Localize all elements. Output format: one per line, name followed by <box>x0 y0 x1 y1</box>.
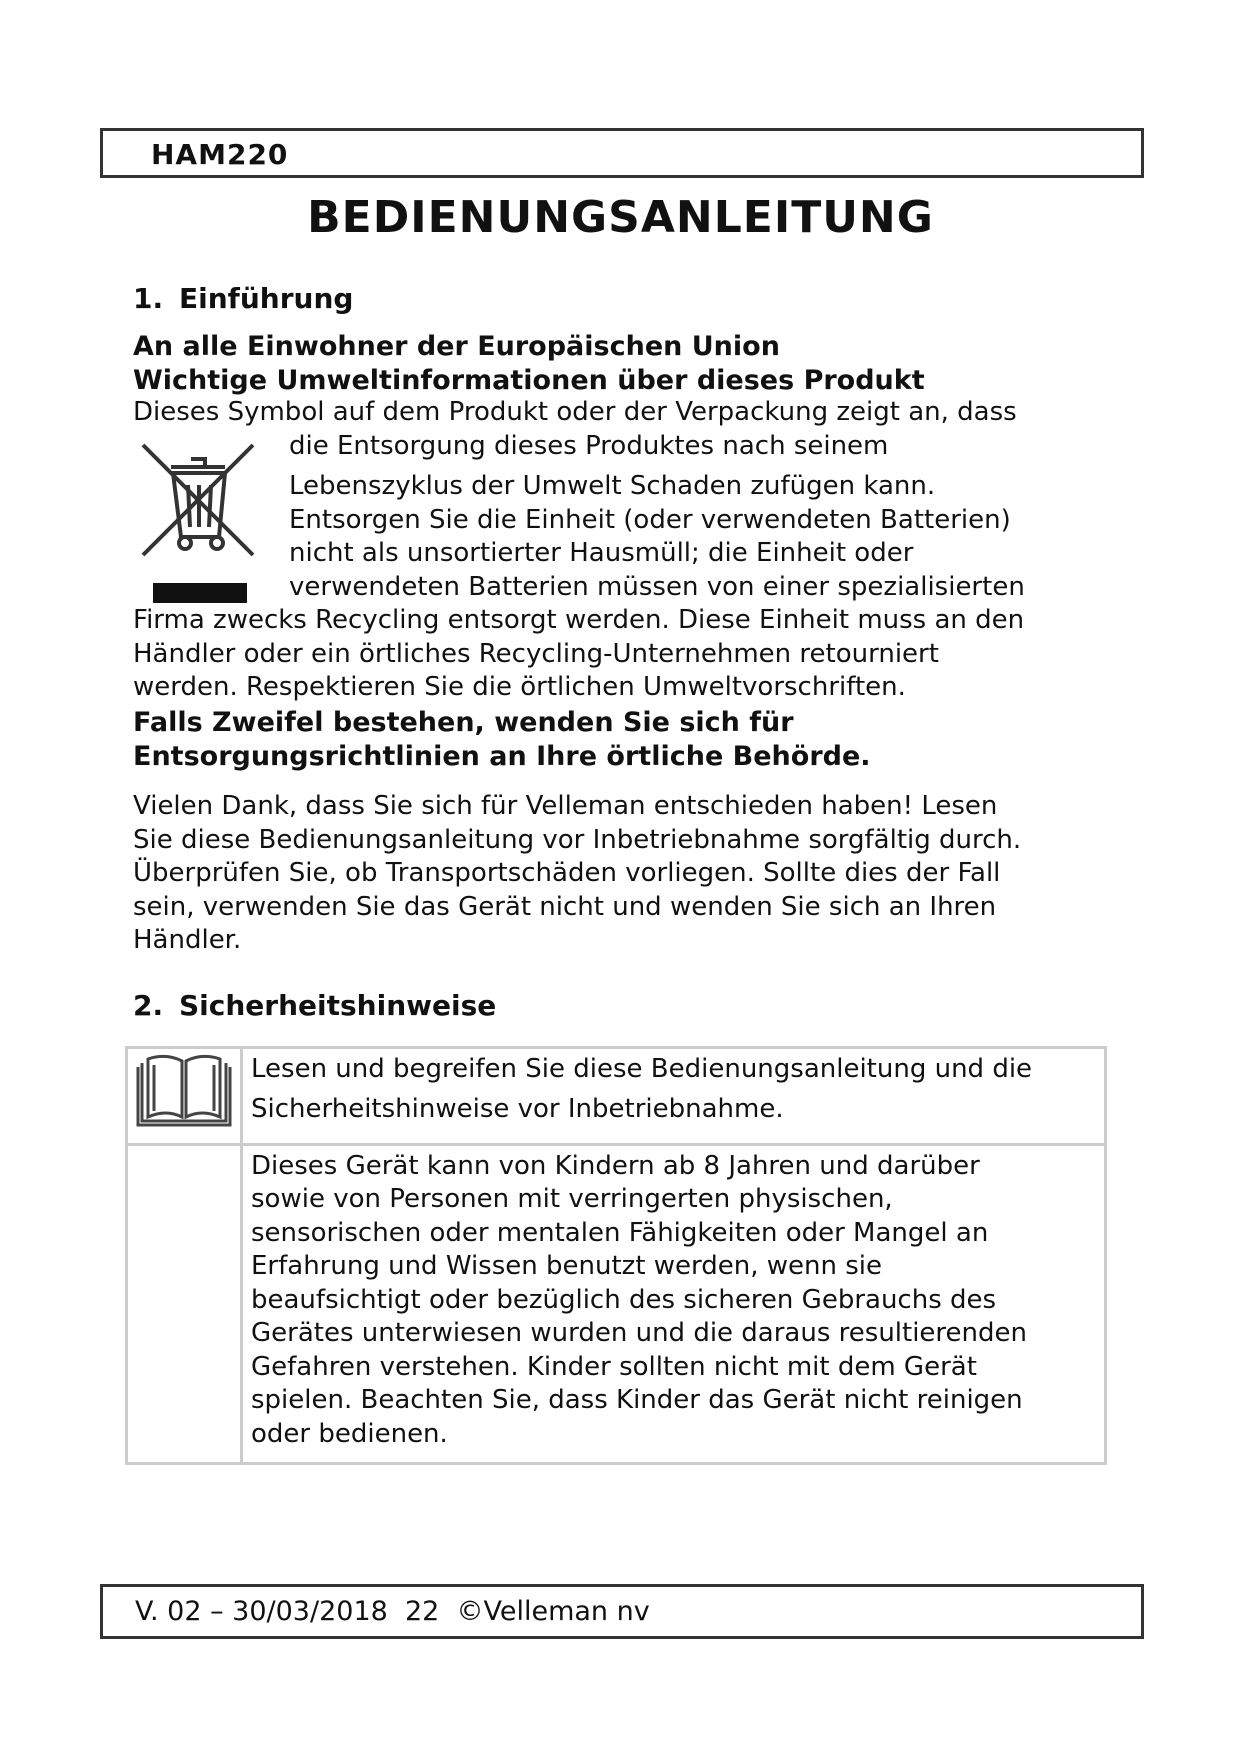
weee-text-line: Firma zwecks Recycling entsorgt werden. Diese Einheit muss an den <box>133 605 1025 635</box>
safety-icon-cell <box>127 1048 242 1145</box>
safety-text-cell <box>242 1144 1106 1463</box>
safety-row <box>127 1048 1106 1145</box>
document-title: BEDIENUNGSANLEITUNG <box>307 192 934 243</box>
safety-line: Gerätes unterwiesen wurden und die daraus resultierenden <box>251 1318 1028 1348</box>
weee-text-line: Dieses Symbol auf dem Produkt oder der Verpackung zeigt an, dass <box>133 397 1017 427</box>
section-2-number: 2. <box>133 989 164 1022</box>
weee-text-line: Lebenszyklus der Umwelt Schaden zufügen kann. <box>289 471 936 501</box>
thanks-line: sein, verwenden Sie das Gerät nicht und wenden Sie sich an Ihren <box>133 891 997 922</box>
safety-text-cell <box>242 1048 1106 1145</box>
weee-text-line: verwendeten Batterien müssen von einer spezialisierten <box>289 572 1025 602</box>
model-number: HAM220 <box>151 138 289 171</box>
weee-text-line: Entsorgen Sie die Einheit (oder verwendeten Batterien) <box>289 505 1011 535</box>
safety-line: sensorischen oder mentalen Fähigkeiten oder Mangel an <box>251 1217 989 1248</box>
disposal-notice-bold <box>133 706 1113 773</box>
thanks-line: Händler. <box>133 925 242 955</box>
weee-text-line: Händler oder ein örtliches Recycling-Unternehmen retourniert <box>133 639 939 669</box>
safety-row <box>127 1144 1106 1463</box>
footer-text: V. 02 – 30/03/2018 22 ©Velleman nv <box>135 1596 650 1627</box>
eu-intro-line: Wichtige Umweltinformationen über dieses Produkt <box>133 364 925 396</box>
safety-table <box>125 1046 1107 1465</box>
header-box <box>100 128 1144 178</box>
safety-line: sowie von Personen mit verringerten physischen, <box>251 1184 893 1214</box>
safety-line: Lesen und begreifen Sie diese Bedienungsanleitung und die <box>251 1054 1033 1084</box>
footer-box <box>100 1584 1144 1639</box>
safety-icon-cell-empty <box>127 1144 242 1463</box>
section-2-title: Sicherheitshinweise <box>179 989 497 1022</box>
weee-text-line: werden. Respektieren Sie die örtlichen Umweltvorschriften. <box>133 672 906 702</box>
weee-text-line: nicht als unsortierter Hausmüll; die Einheit oder <box>289 538 914 568</box>
safety-line: spielen. Beachten Sie, dass Kinder das Gerät nicht reinigen <box>251 1385 1023 1415</box>
thanks-line: Sie diese Bedienungsanleitung vor Inbetriebnahme sorgfältig durch. <box>133 824 1022 855</box>
disposal-notice-line: Falls Zweifel bestehen, wenden Sie sich für <box>133 707 794 738</box>
section-1-title: Einführung <box>179 282 354 315</box>
crossed-out-wheelie-bin-icon <box>133 437 263 607</box>
safety-line: oder bedienen. <box>251 1418 448 1449</box>
safety-line: Sicherheitshinweise vor Inbetriebnahme. <box>251 1093 784 1124</box>
safety-line: Gefahren verstehen. Kinder sollten nicht mit dem Gerät <box>251 1351 977 1382</box>
section-2-heading <box>133 989 496 1022</box>
eu-intro-line: An alle Einwohner der Europäischen Union <box>133 331 780 362</box>
disposal-notice-line: Entsorgungsrichtlinien an Ihre örtliche Behörde. <box>133 740 871 772</box>
eu-intro-bold <box>133 330 1113 397</box>
section-1-heading <box>133 282 353 315</box>
weee-text-line: die Entsorgung dieses Produktes nach seinem <box>289 431 889 461</box>
book-icon <box>128 1049 240 1133</box>
thanks-line: Vielen Dank, dass Sie sich für Velleman entschieden haben! Lesen <box>133 791 998 821</box>
thanks-paragraph <box>133 790 1113 958</box>
safety-line: beaufsichtigt oder bezüglich des sicheren Gebrauchs des <box>251 1284 997 1315</box>
section-1-number: 1. <box>133 282 164 315</box>
thanks-line: Überprüfen Sie, ob Transportschäden vorliegen. Sollte dies der Fall <box>133 858 1001 888</box>
safety-line: Erfahrung und Wissen benutzt werden, wenn sie <box>251 1251 883 1281</box>
safety-line: Dieses Gerät kann von Kindern ab 8 Jahren und darüber <box>251 1150 980 1181</box>
